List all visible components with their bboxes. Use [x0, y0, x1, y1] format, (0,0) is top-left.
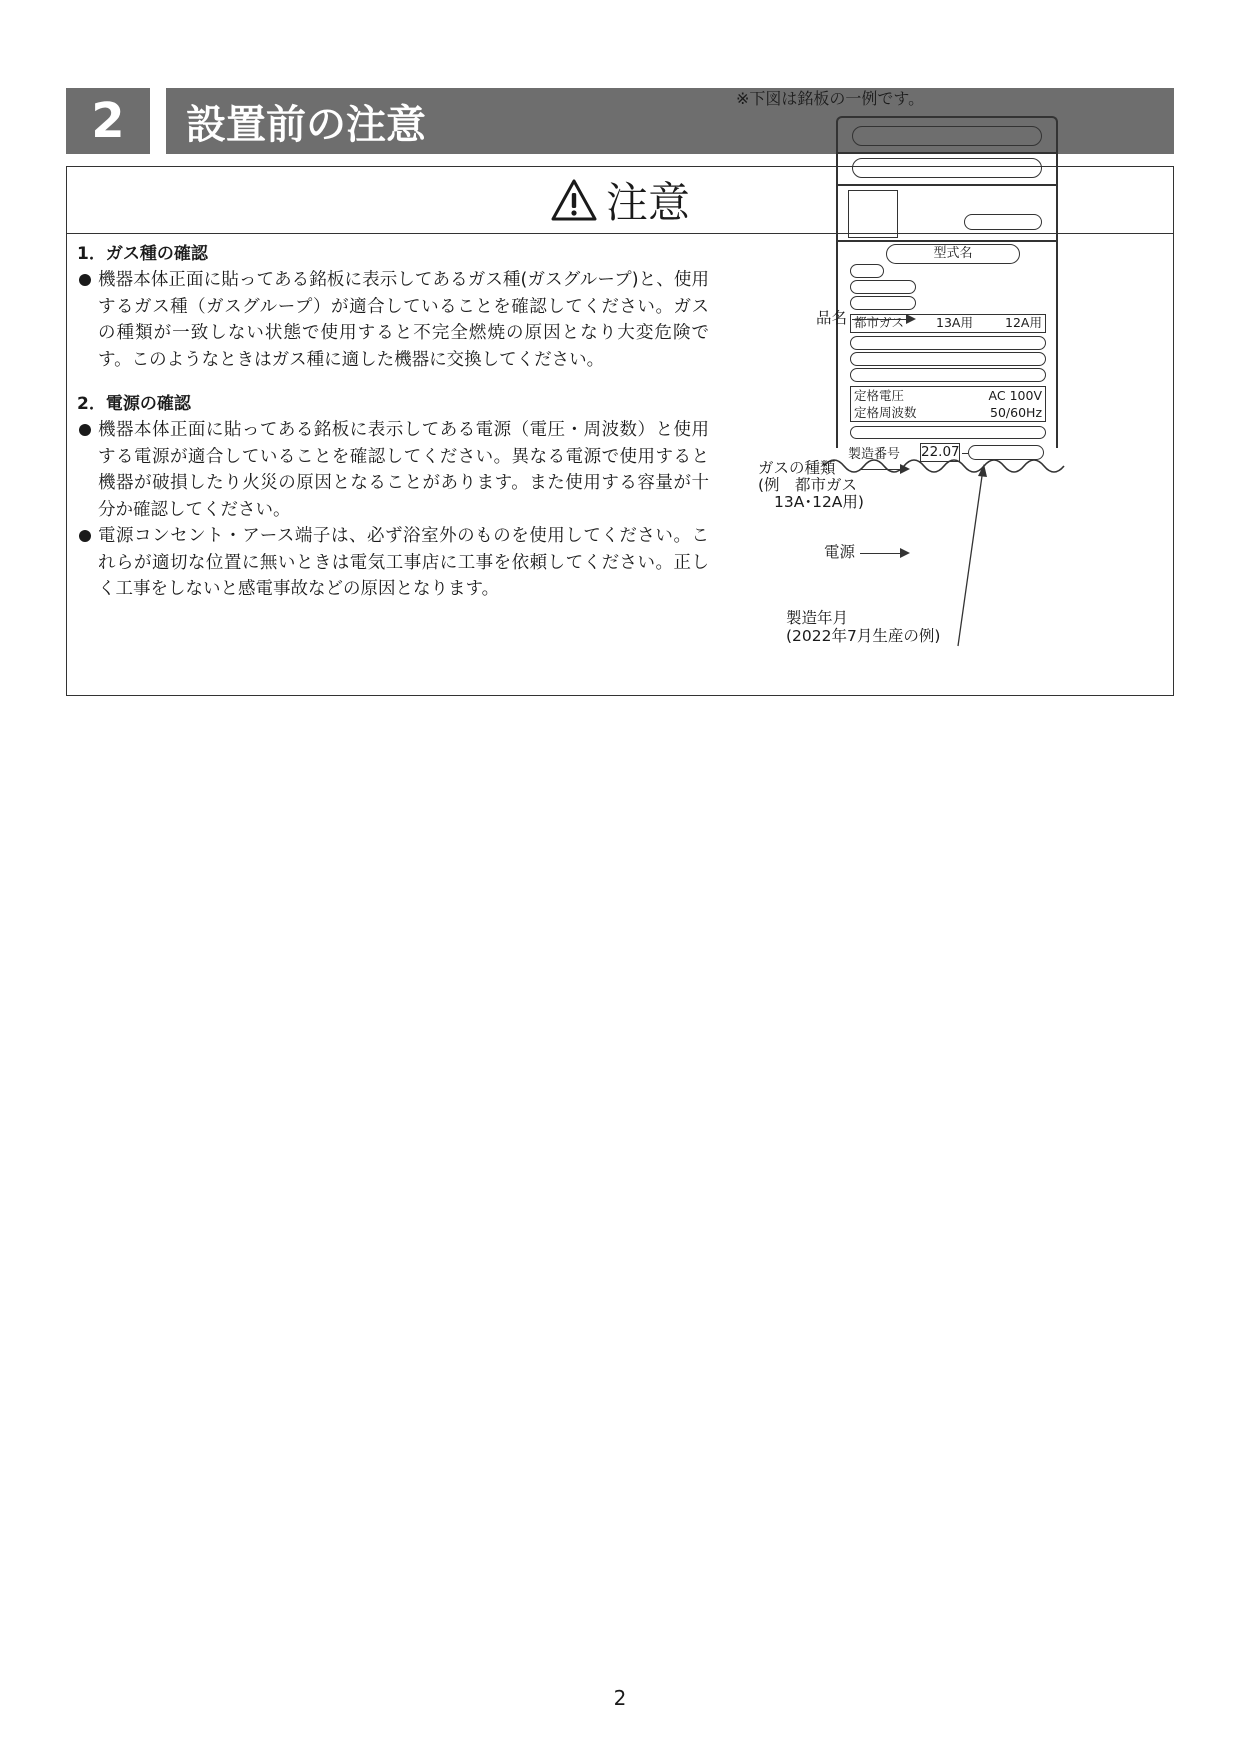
- section-number: 2: [66, 88, 150, 154]
- power-check-heading: 2．電源の確認: [77, 394, 191, 414]
- arrow-head-icon: [906, 313, 918, 325]
- rated-frequency-label: 定格周波数: [854, 405, 917, 420]
- warning-triangle-icon: [550, 178, 598, 222]
- manufacture-arrow: [950, 462, 1010, 652]
- arrow-head-icon: [900, 463, 912, 475]
- bullet-text: 機器本体正面に貼ってある銘板に表示してあるガス種(ガスグループ)と、使用するガス種（ガスグループ）が適合していることを確認してください。ガスの種類が一致しない状態で使用すると不完全燃焼の原因となり大変危険です。このようなときはガス種に適した機器に交換してください。: [98, 270, 709, 370]
- gas-type-callout: ガスの種類: [758, 459, 836, 477]
- caution-text: [77, 235, 709, 603]
- plate-field: [850, 368, 1046, 382]
- plate-field: [850, 352, 1046, 366]
- product-name-callout: 品名: [816, 309, 848, 327]
- bullet-text: 機器本体正面に貼ってある銘板に表示してある電源（電圧・周波数）と使用する電源が適合していることを確認してください。異なる電源で使用すると機器が破損したり火災の原因となることがあります。また使用する容量が十分か確認してください。: [98, 420, 709, 520]
- torn-edge-icon: [820, 452, 1074, 480]
- plate-field: [850, 280, 916, 294]
- arrow-head-icon: [900, 547, 912, 559]
- plate-divider: [838, 240, 1056, 242]
- arrow-line: [852, 319, 914, 320]
- rating-plate-diagram: [836, 116, 1058, 448]
- product-name-field: [852, 158, 1042, 178]
- caution-title: 注意: [605, 178, 690, 227]
- serial-date-box: 22.07: [921, 444, 960, 460]
- page-number: 2: [613, 1686, 627, 1710]
- manufacture-date-example: (2022年7月生産の例): [786, 627, 941, 645]
- list-item: [77, 523, 709, 603]
- figure-note: ※下図は銘板の一例です。: [736, 89, 925, 108]
- gas-type-example-2: 13A･12A用): [774, 493, 864, 511]
- plate-divider: [838, 152, 1056, 154]
- section-title: 設置前の注意: [166, 88, 1174, 154]
- power-box: [850, 386, 1046, 422]
- list-item: [77, 417, 709, 523]
- bullet-icon: [79, 274, 91, 286]
- manufacture-date-callout: 製造年月: [786, 609, 849, 627]
- bullet-icon: [79, 424, 91, 436]
- plate-field: [850, 264, 884, 278]
- serial-number-label: 製造番号: [848, 447, 901, 462]
- plate-field: [852, 126, 1042, 146]
- rated-voltage-label: 定格電圧: [854, 388, 905, 403]
- plate-field: [850, 426, 1046, 439]
- gas-check-heading: 1．ガス種の確認: [77, 244, 208, 264]
- gas-type-text: 都市ガス: [854, 315, 905, 330]
- gas-13a-text: 13A用: [936, 315, 973, 330]
- plate-field: [850, 336, 1046, 350]
- model-name-field: 型式名: [886, 244, 1020, 264]
- rated-frequency-value: 50/60Hz: [990, 405, 1042, 420]
- plate-field: [850, 296, 916, 310]
- plate-field: [964, 214, 1042, 230]
- plate-mark-square: [848, 190, 898, 238]
- gas-type-example: (例 都市ガス: [758, 476, 858, 494]
- bullet-text: 電源コンセント・アース端子は、必ず浴室外のものを使用してください。これらが適切な位置に無いときは電気工事店に工事を依頼してください。正しく工事をしないと感電事故などの原因となります。: [98, 526, 709, 599]
- rated-voltage-value: AC 100V: [988, 388, 1042, 403]
- gas-type-box: [850, 314, 1046, 333]
- power-callout: 電源: [824, 543, 856, 561]
- plate-divider: [838, 184, 1056, 186]
- gas-12a-text: 12A用: [1005, 315, 1042, 330]
- list-item: [77, 267, 709, 373]
- bullet-icon: [79, 530, 91, 542]
